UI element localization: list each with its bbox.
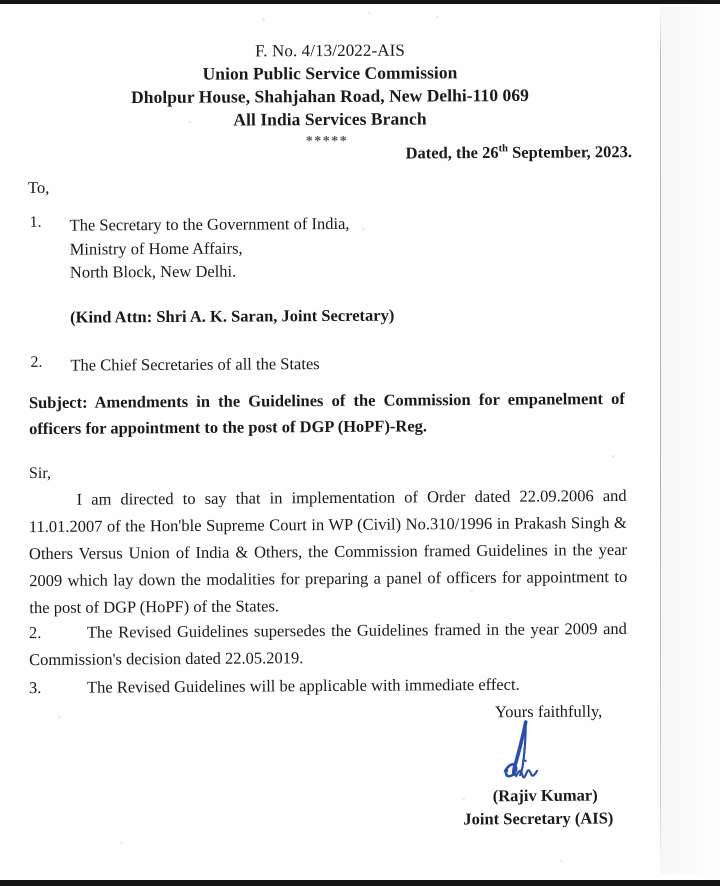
- dated-suffix: September, 2023.: [507, 142, 633, 162]
- signature-block: [420, 701, 641, 831]
- paper-edge-line: [660, 6, 661, 874]
- to-label: To,: [27, 177, 50, 198]
- addressee-line: Ministry of Home Affairs,: [69, 238, 243, 259]
- scan-speck: [436, 16, 439, 18]
- addressee-line: The Chief Secretaries of all the States: [70, 353, 320, 375]
- scan-speck: [58, 716, 61, 719]
- signature-area: [420, 721, 640, 785]
- kind-attention-line: (Kind Attn: Shri A. K. Saran, Joint Secretary): [70, 305, 395, 327]
- salutation: Sir,: [28, 464, 52, 483]
- file-number: F. No. 4/13/2022-AIS: [255, 40, 405, 61]
- scan-edge-top: [0, 0, 720, 4]
- scan-speck: [262, 18, 265, 21]
- addressee-item-1: [30, 210, 630, 284]
- addressee-number: 2.: [30, 353, 43, 371]
- subject-text: Amendments in the Guidelines of the Commission for empanelment of officers for appointment to the post of DGP (HoPF)-Reg.: [29, 388, 625, 439]
- organisation-address: Dholpur House, Shahjahan Road, New Delhi-110 069: [131, 84, 529, 108]
- paragraph-number: 2.: [28, 623, 42, 643]
- addressee-block: [30, 210, 631, 377]
- scan-edge-bottom: [0, 880, 720, 886]
- closing-salutation: Yours faithfully,: [494, 701, 603, 722]
- scan-speck: [612, 455, 615, 458]
- body-paragraph-3: [29, 670, 627, 701]
- paper-edge-shade: [661, 6, 720, 874]
- separator-asterisks: *****: [305, 134, 349, 149]
- subject-line: [29, 386, 625, 442]
- organisation-name: Union Public Service Commission: [202, 62, 458, 84]
- subject-label: Subject:: [28, 392, 88, 413]
- addressee-lines: [70, 212, 350, 284]
- scan-speck: [120, 842, 123, 844]
- paragraph-number: 3.: [28, 678, 42, 698]
- addressee-number: 1.: [29, 213, 42, 231]
- branch-name: All India Services Branch: [233, 108, 427, 130]
- addressee-line: The Secretary to the Government of India,: [69, 213, 350, 235]
- scan-speck: [368, 12, 370, 14]
- paragraph-text: The Revised Guidelines supersedes the Guidelines framed in the year 2009 and Commission's decision dated 22.05.2019.: [29, 618, 627, 670]
- handwritten-signature-icon: [496, 713, 606, 786]
- addressee-lines: [70, 352, 319, 377]
- dated-prefix: Dated, the 26: [405, 142, 499, 163]
- addressee-line: North Block, New Delhi.: [69, 261, 237, 282]
- scan-speck: [560, 860, 562, 862]
- paragraph-text: The Revised Guidelines will be applicable with immediate effect.: [86, 674, 520, 697]
- addressee-item-2: [30, 350, 630, 377]
- signer-designation: Joint Secretary (AIS): [463, 808, 614, 829]
- body-paragraph-2: [29, 615, 627, 673]
- body-paragraph-1: I am directed to say that in implementation of Order dated 22.09.2006 and 11.01.2007 of the Hon'ble Supreme Court in WP (Civil) No.310/1996 in Prakash Singh & Others Versus Union of India & Others, the Commission framed Guidelines in the year 2009 which lay down the modalities for preparing a panel of officers for appointment to the post of DGP (HoPF) of the States.: [28, 485, 628, 618]
- dated-ordinal-suffix: th: [498, 143, 508, 155]
- dated-line: [0, 142, 632, 166]
- signer-name: (Rajiv Kumar): [492, 785, 598, 806]
